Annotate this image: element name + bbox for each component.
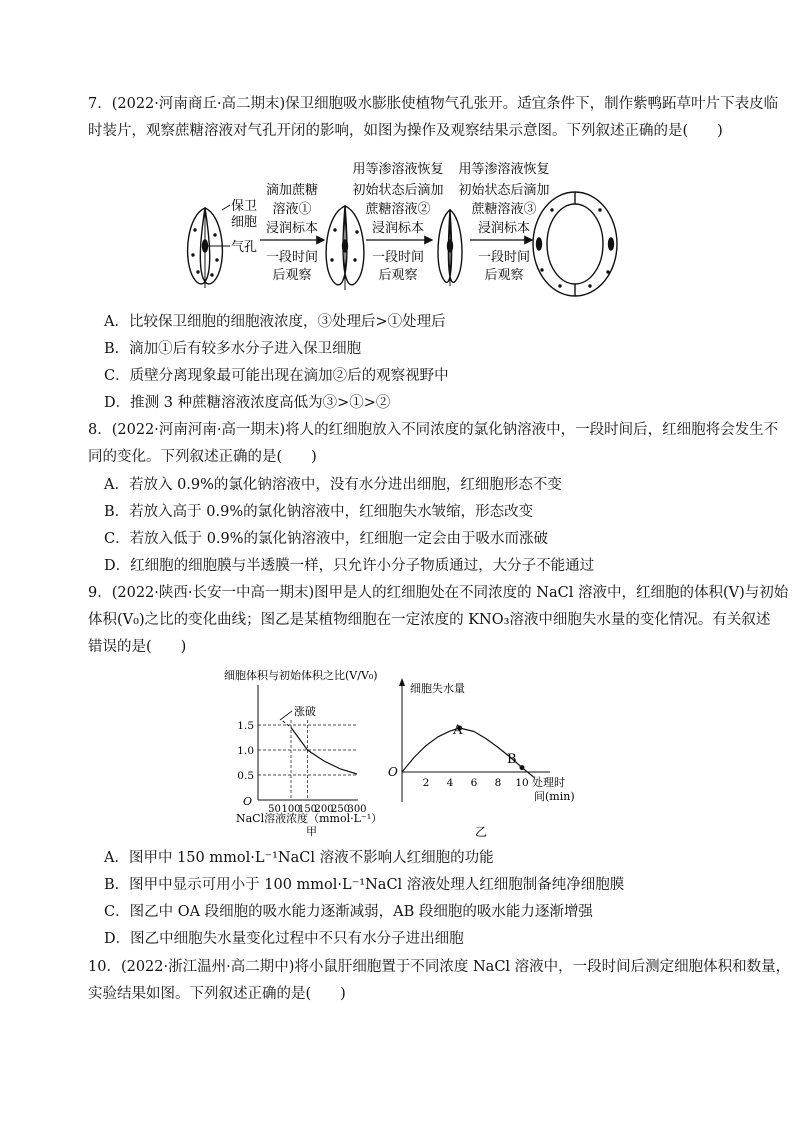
q8-option-a[interactable]: A．若放入 0.9%的氯化钠溶液中，没有水分进出细胞，红细胞形态不变 xyxy=(104,477,562,493)
q8-stem-line1: 8．(2022·河南河南·高一期末)将人的红细胞放入不同浓度的氯化钠溶液中，一段时间后，红细胞将会发生不 xyxy=(88,422,779,438)
q7-option-b[interactable]: B．滴加①后有较多水分子进入保卫细胞 xyxy=(104,341,362,357)
yi-x-tick-label: 2 xyxy=(422,777,430,789)
q9-option-b[interactable]: B．图甲中显示可用小于 100 mmol·L⁻¹NaCl 溶液处理人红细胞制备纯净细胞膜 xyxy=(104,877,625,893)
chart-yi-point-b-label: B xyxy=(507,752,517,767)
step2-text xyxy=(352,161,443,283)
q7-stem-line2: 时装片，观察蔗糖溶液对气孔开闭的影响，如图为操作及观察结果示意图。下列叙述正确的是( ) xyxy=(88,123,723,139)
stoma-label: 气孔 xyxy=(231,240,258,255)
jia-x-tick-label: 50 xyxy=(268,804,281,815)
svg-text:后观察: 后观察 xyxy=(484,268,524,283)
yi-x-tick-label: 8 xyxy=(494,777,502,789)
svg-text:用等渗溶液恢复: 用等渗溶液恢复 xyxy=(352,162,444,177)
yi-x-tick-label: 6 xyxy=(470,777,478,789)
svg-text:蔗糖溶液②: 蔗糖溶液② xyxy=(365,202,431,217)
q9-stem-line3: 错误的是( ) xyxy=(88,639,187,655)
stoma-cell-initial xyxy=(188,208,223,288)
q9-option-c[interactable]: C．图乙中 OA 段细胞的吸水能力逐渐减弱，AB 段细胞的吸水能力逐渐增强 xyxy=(104,904,593,920)
q7-option-a[interactable]: A．比较保卫细胞的细胞液浓度，③处理后>①处理后 xyxy=(104,314,446,330)
jia-series-dashed xyxy=(283,721,291,728)
q8-stem-line2: 同的变化。下列叙述正确的是( ) xyxy=(88,449,317,465)
svg-text:一段时间: 一段时间 xyxy=(265,250,319,265)
chart-yi-ylabel: 细胞失水量 xyxy=(410,682,465,695)
chart-jia-annotation: 涨破 xyxy=(294,705,316,718)
jia-y-tick-label: 1.5 xyxy=(237,720,254,732)
stoma-cell-after-2 xyxy=(438,210,462,286)
svg-text:初始状态后滴加: 初始状态后滴加 xyxy=(352,183,444,198)
q7-stomata-figure xyxy=(180,160,620,300)
svg-text:一段时间: 一段时间 xyxy=(371,250,425,265)
chart-jia-xlabel: NaCl溶液浓度（mmol·L⁻¹） xyxy=(236,812,383,825)
jia-x-tick-label: 200 xyxy=(314,804,334,815)
chart-jia-caption: 甲 xyxy=(306,825,317,838)
jia-y-tick-label: 1.0 xyxy=(237,745,254,757)
chart-yi-y-arrow xyxy=(399,678,405,686)
svg-text:浸润标本: 浸润标本 xyxy=(371,221,425,236)
chart-jia-origin: O xyxy=(243,795,253,808)
chart-yi-origin: O xyxy=(388,765,398,779)
svg-text:浸润标本: 浸润标本 xyxy=(477,221,531,236)
guard-cell-label-1: 保卫 xyxy=(231,199,258,214)
svg-text:滴加蔗糖: 滴加蔗糖 xyxy=(265,183,319,198)
q7-option-d[interactable]: D．推测 3 种蔗糖溶液浓度高低为③>①>② xyxy=(104,395,391,411)
jia-series-curve xyxy=(291,728,357,775)
q10-stem-line2: 实验结果如图。下列叙述正确的是( ) xyxy=(88,986,346,1002)
q8-option-b[interactable]: B．若放入高于 0.9%的氯化钠溶液中，红细胞失水皱缩，形态改变 xyxy=(104,504,534,520)
chart-yi xyxy=(380,670,620,845)
yi-point-b xyxy=(520,765,525,770)
step1-text xyxy=(266,182,318,283)
q9-option-a[interactable]: A．图甲中 150 mmol·L⁻¹NaCl 溶液不影响人红细胞的功能 xyxy=(104,850,494,866)
chart-yi-xlabel-2: 间(min) xyxy=(534,790,575,803)
q8-option-c[interactable]: C．若放入低于 0.9%的氯化钠溶液中，红细胞一定会由于吸水而涨破 xyxy=(104,531,549,547)
svg-text:用等渗溶液恢复: 用等渗溶液恢复 xyxy=(458,162,550,177)
q7-option-c[interactable]: C．质壁分离现象最可能出现在滴加②后的观察视野中 xyxy=(104,368,449,384)
guard-cell-label-2: 细胞 xyxy=(231,215,258,230)
svg-text:浸润标本: 浸润标本 xyxy=(265,221,319,236)
jia-x-tick-label: 300 xyxy=(347,804,367,815)
chart-jia-annotation-pointer xyxy=(280,711,292,720)
yi-x-tick-label: 4 xyxy=(446,777,454,789)
q7-stem-line1: 7．(2022·河南商丘·高二期末)保卫细胞吸水膨胀使植物气孔张开。适宜条件下，制作紫鸭跖草叶片下表皮临 xyxy=(88,96,779,112)
svg-text:后观察: 后观察 xyxy=(378,268,418,283)
jia-y-tick-label: 0.5 xyxy=(237,770,254,782)
jia-x-tick-label: 100 xyxy=(281,804,301,815)
svg-text:溶液①: 溶液① xyxy=(272,202,312,217)
jia-x-tick-label: 250 xyxy=(330,804,351,815)
q9-stem-line2: 体积(V₀)之比的变化曲线；图乙是某植物细胞在一定浓度的 KNO₃溶液中细胞失水量的变化情况。有关叙述 xyxy=(88,612,771,628)
chart-yi-point-a-label: A xyxy=(453,723,463,738)
svg-text:后观察: 后观察 xyxy=(272,268,312,283)
chart-jia xyxy=(210,665,390,845)
q9-stem-line1: 9．(2022·陕西·长安一中高一期末)图甲是人的红细胞处在不同浓度的 NaCl 溶液中，红细胞的体积(V)与初始 xyxy=(88,585,789,601)
q9-option-d[interactable]: D．图乙中细胞失水量变化过程中不只有水分子进出细胞 xyxy=(104,931,464,947)
stoma-cell-after-1 xyxy=(326,206,364,290)
yi-x-tick-label: 10 xyxy=(515,777,529,789)
jia-x-tick-label: 150 xyxy=(297,804,318,815)
q10-stem-line1: 10．(2022·浙江温州·高二期中)将小鼠肝细胞置于不同浓度 NaCl 溶液中，一段时间后测定细胞体积和数量， xyxy=(88,959,791,975)
stoma-cell-after-3 xyxy=(533,192,617,296)
chart-yi-xlabel-1: 处理时 xyxy=(532,776,565,789)
q8-option-d[interactable]: D．红细胞的细胞膜与半透膜一样，只允许小分子物质通过，大分子不能通过 xyxy=(104,558,595,574)
svg-text:一段时间: 一段时间 xyxy=(477,250,531,265)
chart-yi-caption: 乙 xyxy=(475,825,488,839)
svg-text:初始状态后滴加: 初始状态后滴加 xyxy=(458,183,550,198)
chart-jia-ylabel: 细胞体积与初始体积之比(V/V₀) xyxy=(224,669,378,682)
svg-text:蔗糖溶液③: 蔗糖溶液③ xyxy=(471,202,537,217)
